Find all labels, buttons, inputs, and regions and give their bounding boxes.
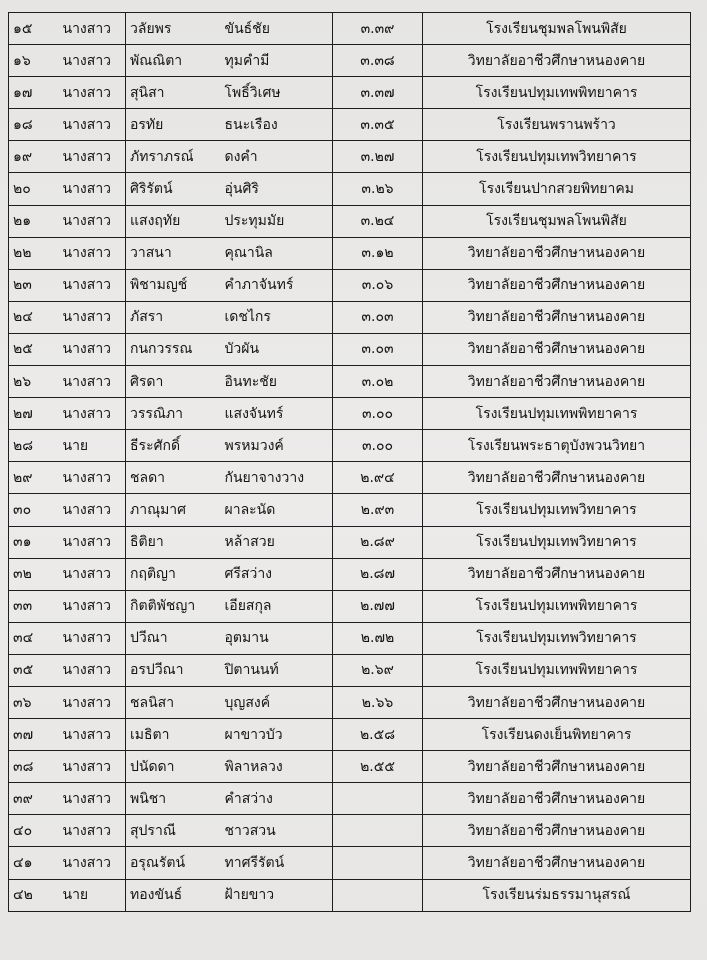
- first-name: ศิริรัตน์: [126, 173, 221, 205]
- first-name: สุนิสา: [126, 77, 221, 109]
- last-name: อุ่นศิริ: [221, 173, 333, 205]
- gpa-value: ๒.๘๙: [333, 526, 423, 558]
- last-name: พิลาหลวง: [221, 751, 333, 783]
- last-name: ขันธ์ชัย: [221, 13, 333, 45]
- gpa-value: ๓.๐๐: [333, 398, 423, 430]
- table-row: [9, 398, 691, 430]
- school-name: โรงเรียนปทุมเทพพิทยาคาร: [423, 398, 691, 430]
- table-row: [9, 494, 691, 526]
- school-name: วิทยาลัยอาชีวศึกษาหนองคาย: [423, 301, 691, 333]
- school-name: โรงเรียนปทุมเทพวิทยาคาร: [423, 526, 691, 558]
- last-name: แสงจันทร์: [221, 398, 333, 430]
- gpa-value: ๒.๖๖: [333, 686, 423, 718]
- name-title: นาย: [59, 430, 126, 462]
- first-name: ธิติยา: [126, 526, 221, 558]
- gpa-value: ๓.๓๙: [333, 13, 423, 45]
- table-row: [9, 558, 691, 590]
- name-title: นางสาว: [59, 301, 126, 333]
- row-number: ๒๔: [9, 301, 59, 333]
- last-name: คุณานิล: [221, 237, 333, 269]
- name-title: นางสาว: [59, 815, 126, 847]
- table-row: [9, 526, 691, 558]
- table-row: [9, 622, 691, 654]
- school-name: วิทยาลัยอาชีวศึกษาหนองคาย: [423, 237, 691, 269]
- last-name: คำภาจันทร์: [221, 269, 333, 301]
- name-title: นางสาว: [59, 109, 126, 141]
- first-name: อรทัย: [126, 109, 221, 141]
- row-number: ๔๑: [9, 847, 59, 879]
- row-number: ๑๕: [9, 13, 59, 45]
- first-name: กนกวรรณ: [126, 333, 221, 365]
- row-number: ๒๒: [9, 237, 59, 269]
- name-title: นางสาว: [59, 45, 126, 77]
- row-number: ๓๖: [9, 686, 59, 718]
- last-name: ฝ้ายขาว: [221, 879, 333, 911]
- gpa-value: [333, 815, 423, 847]
- row-number: ๓๕: [9, 654, 59, 686]
- gpa-value: ๒.๘๗: [333, 558, 423, 590]
- school-name: วิทยาลัยอาชีวศึกษาหนองคาย: [423, 269, 691, 301]
- school-name: โรงเรียนปทุมเทพวิทยาคาร: [423, 622, 691, 654]
- name-title: นางสาว: [59, 398, 126, 430]
- school-name: โรงเรียนพรานพร้าว: [423, 109, 691, 141]
- school-name: วิทยาลัยอาชีวศึกษาหนองคาย: [423, 815, 691, 847]
- gpa-value: ๓.๑๒: [333, 237, 423, 269]
- first-name: กิตติพัชญา: [126, 590, 221, 622]
- name-title: นางสาว: [59, 77, 126, 109]
- name-title: นางสาว: [59, 686, 126, 718]
- first-name: ชลนิสา: [126, 686, 221, 718]
- first-name: ภัสรา: [126, 301, 221, 333]
- last-name: เอียสกุล: [221, 590, 333, 622]
- gpa-value: ๓.๒๖: [333, 173, 423, 205]
- row-number: ๓๘: [9, 751, 59, 783]
- last-name: ทาศรีรัตน์: [221, 847, 333, 879]
- school-name: วิทยาลัยอาชีวศึกษาหนองคาย: [423, 558, 691, 590]
- row-number: ๑๙: [9, 141, 59, 173]
- last-name: กันยาจางวาง: [221, 462, 333, 494]
- gpa-value: [333, 879, 423, 911]
- first-name: วรรณิภา: [126, 398, 221, 430]
- gpa-value: ๒.๗๒: [333, 622, 423, 654]
- row-number: ๔๒: [9, 879, 59, 911]
- name-title: นางสาว: [59, 366, 126, 398]
- school-name: วิทยาลัยอาชีวศึกษาหนองคาย: [423, 333, 691, 365]
- school-name: วิทยาลัยอาชีวศึกษาหนองคาย: [423, 45, 691, 77]
- first-name: พิชามญช์: [126, 269, 221, 301]
- row-number: ๓๐: [9, 494, 59, 526]
- first-name: ศิรดา: [126, 366, 221, 398]
- name-title: นางสาว: [59, 590, 126, 622]
- gpa-value: [333, 847, 423, 879]
- last-name: ประทุมมัย: [221, 205, 333, 237]
- table-row: [9, 590, 691, 622]
- school-name: วิทยาลัยอาชีวศึกษาหนองคาย: [423, 847, 691, 879]
- gpa-value: ๓.๐๓: [333, 333, 423, 365]
- school-name: วิทยาลัยอาชีวศึกษาหนองคาย: [423, 686, 691, 718]
- name-title: นางสาว: [59, 173, 126, 205]
- name-title: นางสาว: [59, 333, 126, 365]
- school-name: โรงเรียนปทุมเทพพิทยาคาร: [423, 590, 691, 622]
- last-name: หล้าสวย: [221, 526, 333, 558]
- name-title: นางสาว: [59, 13, 126, 45]
- gpa-value: ๓.๒๔: [333, 205, 423, 237]
- gpa-value: ๓.๐๖: [333, 269, 423, 301]
- name-title: นางสาว: [59, 558, 126, 590]
- gpa-value: ๒.๕๕: [333, 751, 423, 783]
- last-name: ศรีสว่าง: [221, 558, 333, 590]
- last-name: อินทะชัย: [221, 366, 333, 398]
- school-name: โรงเรียนปทุมเทพพิทยาคาร: [423, 654, 691, 686]
- last-name: เดชไกร: [221, 301, 333, 333]
- row-number: ๓๑: [9, 526, 59, 558]
- table-row: [9, 173, 691, 205]
- school-name: โรงเรียนร่มธรรมานุสรณ์: [423, 879, 691, 911]
- table-row: [9, 462, 691, 494]
- row-number: ๒๗: [9, 398, 59, 430]
- school-name: โรงเรียนพระธาตุบังพวนวิทยา: [423, 430, 691, 462]
- table-row: [9, 13, 691, 45]
- first-name: กฤติญา: [126, 558, 221, 590]
- table-row: [9, 269, 691, 301]
- first-name: ทองขันธ์: [126, 879, 221, 911]
- first-name: อรุณรัตน์: [126, 847, 221, 879]
- first-name: เมธิตา: [126, 719, 221, 751]
- first-name: ปนัดดา: [126, 751, 221, 783]
- name-title: นางสาว: [59, 526, 126, 558]
- gpa-value: ๓.๓๗: [333, 77, 423, 109]
- name-title: นางสาว: [59, 622, 126, 654]
- name-title: นางสาว: [59, 205, 126, 237]
- table-row: [9, 237, 691, 269]
- name-title: นางสาว: [59, 462, 126, 494]
- last-name: ทุมคำมี: [221, 45, 333, 77]
- name-title: นางสาว: [59, 719, 126, 751]
- row-number: ๒๑: [9, 205, 59, 237]
- row-number: ๒๘: [9, 430, 59, 462]
- name-title: นางสาว: [59, 494, 126, 526]
- name-title: นางสาว: [59, 847, 126, 879]
- name-title: นางสาว: [59, 141, 126, 173]
- first-name: ภัทราภรณ์: [126, 141, 221, 173]
- name-title: นางสาว: [59, 783, 126, 815]
- table-row: [9, 847, 691, 879]
- row-number: ๔๐: [9, 815, 59, 847]
- name-title: นางสาว: [59, 751, 126, 783]
- gpa-value: ๒.๗๗: [333, 590, 423, 622]
- row-number: ๓๗: [9, 719, 59, 751]
- last-name: ผาขาวบัว: [221, 719, 333, 751]
- table-row: [9, 109, 691, 141]
- first-name: ปวีณา: [126, 622, 221, 654]
- gpa-value: ๓.๒๗: [333, 141, 423, 173]
- gpa-value: ๓.๓๘: [333, 45, 423, 77]
- first-name: วาสนา: [126, 237, 221, 269]
- school-name: วิทยาลัยอาชีวศึกษาหนองคาย: [423, 783, 691, 815]
- table-body: [9, 13, 691, 912]
- gpa-value: ๒.๙๓: [333, 494, 423, 526]
- table-row: [9, 301, 691, 333]
- row-number: ๑๗: [9, 77, 59, 109]
- name-title: นางสาว: [59, 237, 126, 269]
- row-number: ๓๙: [9, 783, 59, 815]
- last-name: บุญสงค์: [221, 686, 333, 718]
- last-name: คำสว่าง: [221, 783, 333, 815]
- first-name: สุปราณี: [126, 815, 221, 847]
- table-row: [9, 719, 691, 751]
- table-row: [9, 783, 691, 815]
- last-name: โพธิ์วิเศษ: [221, 77, 333, 109]
- gpa-value: ๓.๐๓: [333, 301, 423, 333]
- table-row: [9, 77, 691, 109]
- school-name: โรงเรียนชุมพลโพนพิสัย: [423, 13, 691, 45]
- first-name: ชลดา: [126, 462, 221, 494]
- last-name: ธนะเรือง: [221, 109, 333, 141]
- first-name: ภาณุมาศ: [126, 494, 221, 526]
- table-row: [9, 430, 691, 462]
- table-row: [9, 205, 691, 237]
- row-number: ๓๒: [9, 558, 59, 590]
- gpa-value: [333, 783, 423, 815]
- table-row: [9, 333, 691, 365]
- gpa-value: ๒.๙๔: [333, 462, 423, 494]
- school-name: โรงเรียนชุมพลโพนพิสัย: [423, 205, 691, 237]
- name-title: นาย: [59, 879, 126, 911]
- school-name: โรงเรียนดงเย็นพิทยาคาร: [423, 719, 691, 751]
- last-name: ผาละนัด: [221, 494, 333, 526]
- school-name: วิทยาลัยอาชีวศึกษาหนองคาย: [423, 366, 691, 398]
- table-row: [9, 751, 691, 783]
- table-row: [9, 45, 691, 77]
- table-row: [9, 366, 691, 398]
- table-row: [9, 686, 691, 718]
- row-number: ๓๓: [9, 590, 59, 622]
- last-name: ชาวสวน: [221, 815, 333, 847]
- school-name: โรงเรียนปทุมเทพพิทยาคาร: [423, 77, 691, 109]
- school-name: วิทยาลัยอาชีวศึกษาหนองคาย: [423, 751, 691, 783]
- row-number: ๑๖: [9, 45, 59, 77]
- row-number: ๒๙: [9, 462, 59, 494]
- school-name: โรงเรียนปากสวยพิทยาคม: [423, 173, 691, 205]
- gpa-value: ๓.๐๐: [333, 430, 423, 462]
- first-name: วลัยพร: [126, 13, 221, 45]
- table-row: [9, 654, 691, 686]
- school-name: โรงเรียนปทุมเทพวิทยาคาร: [423, 141, 691, 173]
- table-row: [9, 815, 691, 847]
- first-name: แสงฤทัย: [126, 205, 221, 237]
- last-name: อุตมาน: [221, 622, 333, 654]
- first-name: พนิชา: [126, 783, 221, 815]
- first-name: พัณณิตา: [126, 45, 221, 77]
- gpa-value: ๒.๖๙: [333, 654, 423, 686]
- name-title: นางสาว: [59, 269, 126, 301]
- first-name: ธีระศักดิ์: [126, 430, 221, 462]
- last-name: ปิตานนท์: [221, 654, 333, 686]
- row-number: ๒๖: [9, 366, 59, 398]
- table-row: [9, 879, 691, 911]
- last-name: บัวผัน: [221, 333, 333, 365]
- row-number: ๒๕: [9, 333, 59, 365]
- gpa-value: ๒.๕๘: [333, 719, 423, 751]
- school-name: โรงเรียนปทุมเทพวิทยาคาร: [423, 494, 691, 526]
- row-number: ๓๔: [9, 622, 59, 654]
- row-number: ๑๘: [9, 109, 59, 141]
- gpa-value: ๓.๓๕: [333, 109, 423, 141]
- table-row: [9, 141, 691, 173]
- row-number: ๒๓: [9, 269, 59, 301]
- last-name: ดงคำ: [221, 141, 333, 173]
- school-name: วิทยาลัยอาชีวศึกษาหนองคาย: [423, 462, 691, 494]
- row-number: ๒๐: [9, 173, 59, 205]
- gpa-value: ๓.๐๒: [333, 366, 423, 398]
- name-title: นางสาว: [59, 654, 126, 686]
- last-name: พรหมวงค์: [221, 430, 333, 462]
- student-list-table: [8, 12, 691, 912]
- first-name: อรปวีณา: [126, 654, 221, 686]
